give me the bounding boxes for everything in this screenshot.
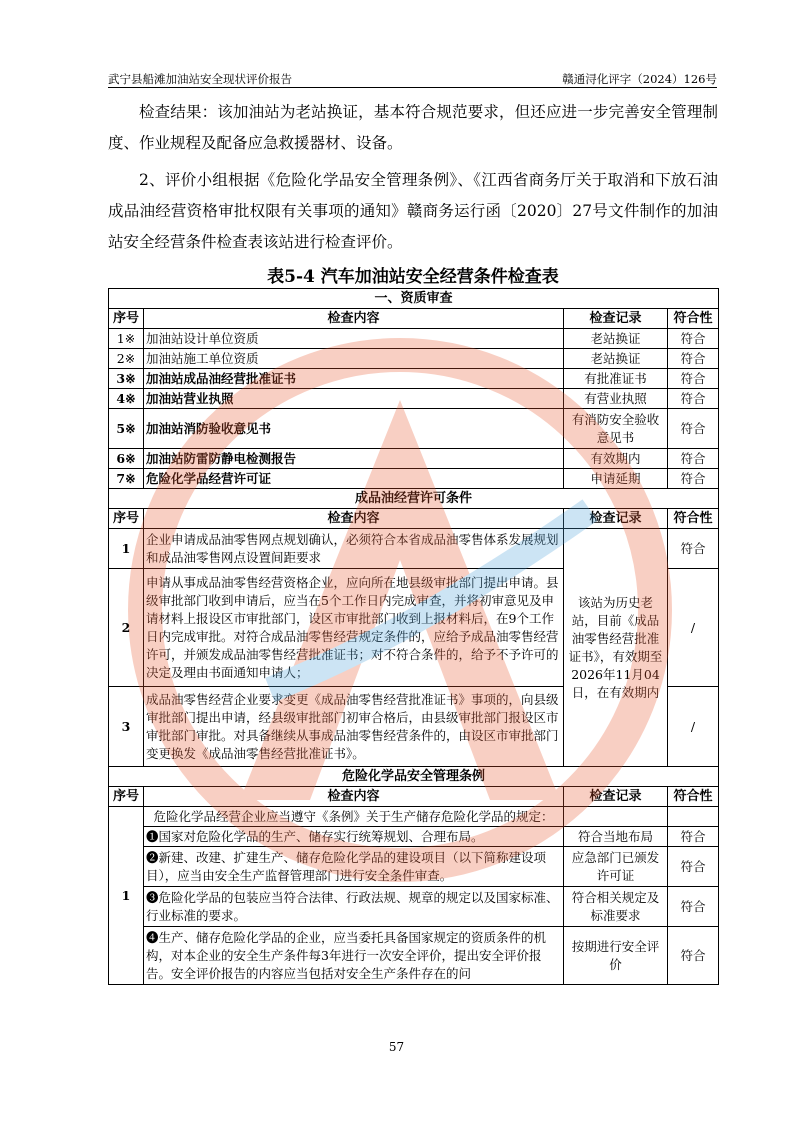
row-content: 加油站防雷防静电检测报告 (144, 449, 564, 469)
row-no: 2※ (109, 349, 144, 369)
table-row (109, 389, 719, 409)
table-row (109, 409, 719, 449)
row-record: 有批准证书 (564, 369, 668, 389)
paragraph-evaluation-basis: 2、评价小组根据《危险化学品安全管理条例》、《江西省商务厅关于取消和下放石油成品油经营资格审批权限有关事项的通知》赣商务运行函〔2020〕27号文件制作的加油站安全经营条件检查表该站进行检查评价。 (108, 171, 718, 251)
row-no: 7※ (109, 469, 144, 489)
row-no: 3※ (109, 369, 144, 389)
col-record: 检查记录 (564, 509, 668, 529)
section-title: 成品油经营许可条件 (109, 489, 719, 509)
row-no: 1 (109, 529, 144, 569)
row-record-empty (564, 807, 668, 827)
section-header-row (109, 489, 719, 509)
row-conform: 符合 (668, 329, 719, 349)
row-conform: 符合 (668, 847, 719, 887)
row-no: 6※ (109, 449, 144, 469)
page-header (108, 71, 717, 88)
row-content: 加油站消防验收意见书 (144, 409, 564, 449)
table-row (109, 329, 719, 349)
col-record: 检查记录 (564, 787, 668, 807)
paragraph-check-result: 检查结果：该加油站为老站换证，基本符合规范要求，但还应进一步完善安全管理制度、作业规程及配备应急救援器材、设备。 (108, 103, 718, 152)
col-content: 检查内容 (144, 787, 564, 807)
row-content: 加油站营业执照 (144, 389, 564, 409)
row-content: ❸危险化学品的包装应当符合法律、行政法规、规章的规定以及国家标准、行业标准的要求。 (144, 887, 564, 927)
row-content: 加油站设计单位资质 (144, 329, 564, 349)
row-record: 老站换证 (564, 349, 668, 369)
row-conform: 符合 (668, 827, 719, 847)
merged-record: 该站为历史老站，目前《成品油零售经营批准证书》，有效期至2026年11月04日，在有效期内 (564, 529, 668, 767)
row-no: 2 (109, 569, 144, 687)
row-content: 加油站施工单位资质 (144, 349, 564, 369)
header-report-title: 武宁县船滩加油站安全现状评价报告 (108, 72, 292, 86)
row-conform: 符合 (668, 469, 719, 489)
row-conform: / (668, 569, 719, 687)
col-no: 序号 (109, 509, 144, 529)
row-content: ❹生产、储存危险化学品的企业，应当委托具备国家规定的资质条件的机构，对本企业的安全生产条件每3年进行一次安全评价，提出安全评价报告。安全评价报告的内容应当包括对安全生产条件存在的问 (144, 927, 564, 985)
col-content: 检查内容 (144, 309, 564, 329)
row-conform: 符合 (668, 529, 719, 569)
row-conform: 符合 (668, 369, 719, 389)
col-record: 检查记录 (564, 309, 668, 329)
col-content: 检查内容 (144, 509, 564, 529)
col-conform: 符合性 (668, 787, 719, 807)
row-content: 危险化学品经营许可证 (144, 469, 564, 489)
table-row (109, 369, 719, 389)
header-report-number: 赣通浔化评字（2024）126号 (562, 72, 717, 86)
table-row (109, 827, 719, 847)
table-row (109, 807, 719, 827)
row-record: 有消防安全验收意见书 (564, 409, 668, 449)
column-header-row (109, 309, 719, 329)
table-row (109, 349, 719, 369)
row-conform: 符合 (668, 389, 719, 409)
row-record: 申请延期 (564, 469, 668, 489)
row-content: 申请从事成品油零售经营资格企业，应向所在地县级审批部门提出申请。县级审批部门收到申请后，应当在5个工作日内完成审查，并将初审意见及申请材料上报设区市审批部门，设区市审批部门收到上报材料后，在9个工作日内完成审批。对符合成品油零售经营规定条件的，应给予成品油零售经营许可，并颁发成品油零售经营批准证书；对不符合条件的，给予不予许可的决定及理由书面通知申请人； (144, 569, 564, 687)
col-no: 序号 (109, 309, 144, 329)
row-intro: 危险化学品经营企业应当遵守《条例》关于生产储存危险化学品的规定： (144, 807, 564, 827)
column-header-row (109, 787, 719, 807)
col-conform: 符合性 (668, 509, 719, 529)
row-conform: 符合 (668, 887, 719, 927)
column-header-row (109, 509, 719, 529)
section-header-row (109, 289, 719, 309)
row-content: ❶国家对危险化学品的生产、储存实行统筹规划、合理布局。 (144, 827, 564, 847)
row-no: 5※ (109, 409, 144, 449)
row-content: 企业申请成品油零售网点规划确认，必须符合本省成品油零售体系发展规划和成品油零售网点设置间距要求 (144, 529, 564, 569)
row-no: 4※ (109, 389, 144, 409)
check-table (108, 288, 719, 985)
table-row (109, 847, 719, 887)
row-no: 3 (109, 687, 144, 767)
row-record: 应急部门已颁发许可证 (564, 847, 668, 887)
row-conform: 符合 (668, 927, 719, 985)
section-title: 危险化学品安全管理条例 (109, 767, 719, 787)
table-row (109, 449, 719, 469)
row-no: 1※ (109, 329, 144, 349)
row-record: 符合当地布局 (564, 827, 668, 847)
col-no: 序号 (109, 787, 144, 807)
row-conform: 符合 (668, 349, 719, 369)
row-record: 按期进行安全评价 (564, 927, 668, 985)
table-row (109, 927, 719, 985)
row-conform: 符合 (668, 409, 719, 449)
table-row (109, 529, 719, 569)
section-header-row (109, 767, 719, 787)
row-content: 成品油零售经营企业要求变更《成品油零售经营批准证书》事项的，向县级审批部门提出申请，经县级审批部门初审合格后，由县级审批部门报设区市审批部门审批。对具备继续从事成品油零售经营条件的，由设区市审批部门变更换发《成品油零售经营批准证书》。 (144, 687, 564, 767)
row-record: 有效期内 (564, 449, 668, 469)
col-conform: 符合性 (668, 309, 719, 329)
row-conform-empty (668, 807, 719, 827)
table-row (109, 469, 719, 489)
row-record: 有营业执照 (564, 389, 668, 409)
row-conform: 符合 (668, 449, 719, 469)
table-caption: 表5-4 汽车加油站安全经营条件检查表 (267, 267, 559, 287)
row-conform: / (668, 687, 719, 767)
row-record: 符合相关规定及标准要求 (564, 887, 668, 927)
row-content: ❷新建、改建、扩建生产、储存危险化学品的建设项目（以下简称建设项目），应当由安全生产监督管理部门进行安全条件审查。 (144, 847, 564, 887)
table-row (109, 887, 719, 927)
section-title: 一、资质审查 (109, 289, 719, 309)
row-no: 1 (109, 807, 144, 985)
row-record: 老站换证 (564, 329, 668, 349)
page-number: 57 (388, 1040, 405, 1054)
row-content: 加油站成品油经营批准证书 (144, 369, 564, 389)
